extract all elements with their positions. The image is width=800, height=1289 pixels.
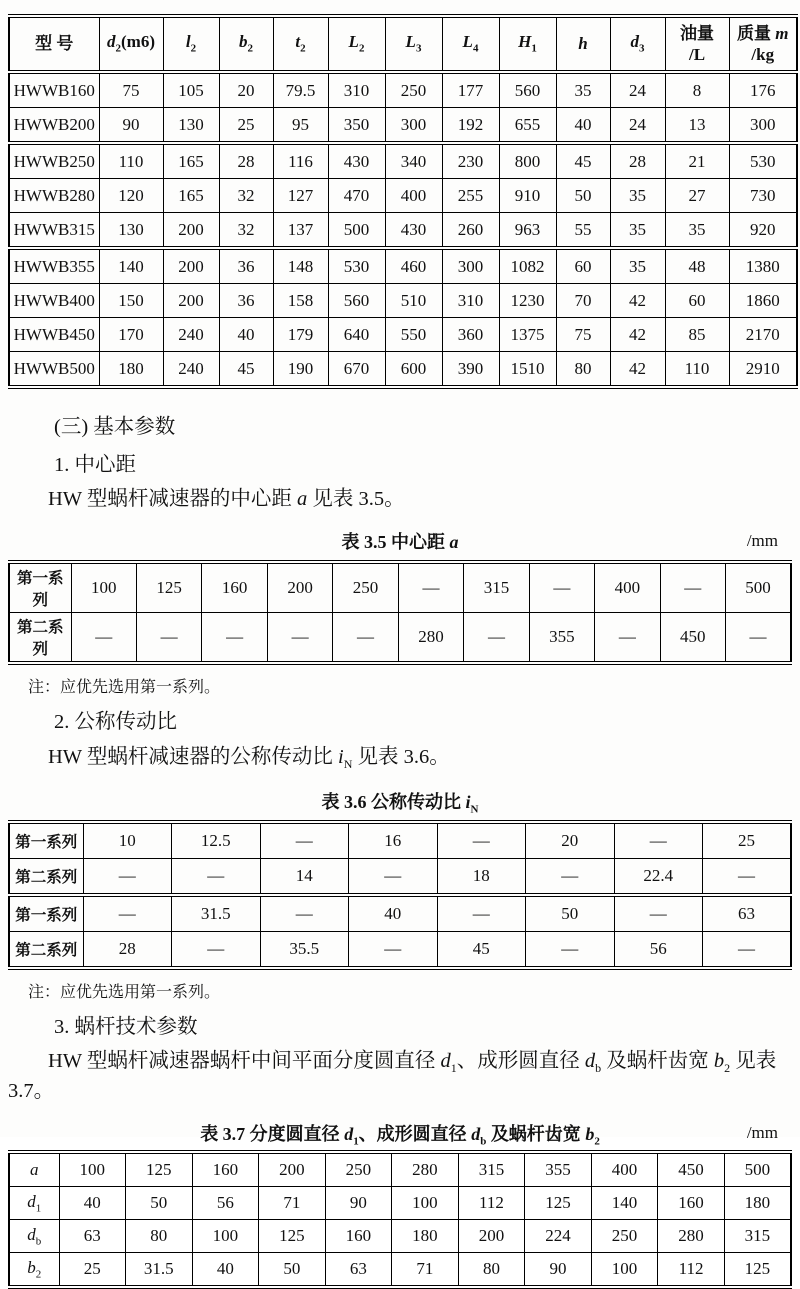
table-cell: 963: [499, 213, 556, 249]
table-cell: 36: [219, 284, 273, 318]
table-cell: 530: [729, 143, 797, 179]
table-cell: —: [437, 822, 526, 859]
table-cell: 200: [267, 562, 332, 613]
column-header: $d_3$: [610, 16, 665, 72]
subsection-1-heading: 1. 中心距: [54, 453, 136, 476]
column-header: 型 号: [9, 16, 99, 72]
table-cell: —: [71, 613, 136, 664]
column-header: 质量 m /kg: [729, 16, 797, 72]
table-cell: 315: [724, 1220, 791, 1253]
table-cell: —: [267, 613, 332, 664]
table-cell: 28: [219, 143, 273, 179]
table-cell: 224: [525, 1220, 592, 1253]
table-cell: 280: [658, 1220, 725, 1253]
table-cell: —: [526, 931, 615, 968]
subsection-2-body: HW 型蜗杆减速器的公称传动比 $i_N$ 见表 3.6。: [48, 746, 450, 772]
table-cell: 170: [99, 318, 163, 352]
table-cell: 127: [273, 179, 328, 213]
table-cell: 16: [349, 822, 438, 859]
table-cell: 180: [392, 1220, 459, 1253]
row-label: $d_1$: [9, 1187, 59, 1220]
table-cell: 177: [442, 72, 499, 108]
reducer-dimensions-table: [8, 14, 798, 389]
table-cell: —: [333, 613, 398, 664]
table-cell: 80: [126, 1220, 193, 1253]
table-cell: —: [703, 931, 792, 968]
table-cell: 85: [665, 318, 729, 352]
row-label: HWWB355: [9, 248, 99, 284]
table-3-7-caption: 表 3.7 分度圆直径 $d_1$、成形圆直径 $d_b$ 及蜗杆齿宽 $b_2$: [200, 1124, 600, 1148]
table-cell: 1380: [729, 248, 797, 284]
table-cell: 530: [328, 248, 385, 284]
table-cell: 70: [556, 284, 610, 318]
table-cell: 148: [273, 248, 328, 284]
table-cell: —: [614, 822, 703, 859]
table-cell: 1082: [499, 248, 556, 284]
section-3-heading: (三) 基本参数: [54, 416, 176, 438]
table-cell: 600: [385, 352, 442, 388]
table-cell: 500: [726, 562, 791, 613]
table-cell: 315: [458, 1152, 525, 1187]
column-header: h: [556, 16, 610, 72]
table-cell: —: [172, 931, 261, 968]
table-cell: 2910: [729, 352, 797, 388]
table-cell: 125: [126, 1152, 193, 1187]
table-cell: 350: [328, 108, 385, 144]
table-cell: 670: [328, 352, 385, 388]
table-cell: 22.4: [614, 858, 703, 895]
table-cell: —: [614, 895, 703, 932]
row-label: HWWB200: [9, 108, 99, 144]
table-cell: 45: [219, 352, 273, 388]
table-cell: 160: [192, 1152, 259, 1187]
table-cell: 130: [99, 213, 163, 249]
table-row: [9, 72, 797, 108]
table-row: [9, 143, 797, 179]
table-cell: 36: [219, 248, 273, 284]
table-row: [9, 1187, 791, 1220]
row-label: $b_2$: [9, 1253, 59, 1288]
table-cell: 160: [325, 1220, 392, 1253]
table-cell: —: [437, 895, 526, 932]
table-cell: 280: [398, 613, 463, 664]
table-cell: —: [260, 895, 349, 932]
column-header: $t_2$: [273, 16, 328, 72]
table-cell: 240: [163, 352, 219, 388]
table-3-5-caption-row: [8, 528, 792, 552]
column-header: $l_2$: [163, 16, 219, 72]
row-label: HWWB315: [9, 213, 99, 249]
table-cell: 450: [660, 613, 725, 664]
table-cell: 25: [703, 822, 792, 859]
table-cell: 165: [163, 179, 219, 213]
table-row: [9, 895, 791, 932]
table-cell: 31.5: [172, 895, 261, 932]
table-cell: 1375: [499, 318, 556, 352]
table-cell: 180: [724, 1187, 791, 1220]
table-cell: 63: [325, 1253, 392, 1288]
table-row: [9, 858, 791, 895]
table-cell: 25: [219, 108, 273, 144]
table-cell: 48: [665, 248, 729, 284]
table-cell: 20: [526, 822, 615, 859]
column-header: $H_1$: [499, 16, 556, 72]
table-row: [9, 1253, 791, 1288]
table-cell: 310: [442, 284, 499, 318]
table-cell: 12.5: [172, 822, 261, 859]
table-cell: 400: [385, 179, 442, 213]
table-cell: 32: [219, 213, 273, 249]
table-cell: 280: [392, 1152, 459, 1187]
table-cell: 200: [163, 248, 219, 284]
table-cell: —: [260, 822, 349, 859]
table-cell: 500: [724, 1152, 791, 1187]
table-row: [9, 562, 791, 613]
table-cell: 125: [259, 1220, 326, 1253]
table-cell: —: [349, 931, 438, 968]
table-cell: 310: [328, 72, 385, 108]
table-cell: 35: [556, 72, 610, 108]
table-cell: 250: [385, 72, 442, 108]
table-3-5-caption: 表 3.5 中心距 a: [341, 532, 459, 553]
table-row: [9, 108, 797, 144]
table-cell: —: [660, 562, 725, 613]
table-cell: 120: [99, 179, 163, 213]
center-distance-table: [8, 560, 792, 665]
table-cell: 2170: [729, 318, 797, 352]
table-cell: 550: [385, 318, 442, 352]
table-row: [9, 318, 797, 352]
table-cell: 42: [610, 284, 665, 318]
table-row: [9, 931, 791, 968]
column-header: $d_2(m6)$: [99, 16, 163, 72]
table-cell: 158: [273, 284, 328, 318]
table-row: [9, 1152, 791, 1187]
table-cell: 140: [99, 248, 163, 284]
row-label: HWWB400: [9, 284, 99, 318]
column-header: $L_2$: [328, 16, 385, 72]
table-3-5-unit: /mm: [746, 531, 778, 551]
table-cell: 60: [556, 248, 610, 284]
row-label: HWWB280: [9, 179, 99, 213]
row-label: HWWB250: [9, 143, 99, 179]
table-cell: 50: [526, 895, 615, 932]
table-cell: 100: [591, 1253, 658, 1288]
table-cell: 190: [273, 352, 328, 388]
table-cell: 200: [163, 213, 219, 249]
table-cell: 920: [729, 213, 797, 249]
table-cell: —: [529, 562, 594, 613]
table-row: [9, 1220, 791, 1253]
table-cell: 340: [385, 143, 442, 179]
table-cell: 56: [192, 1187, 259, 1220]
table-cell: 355: [529, 613, 594, 664]
table-cell: 430: [385, 213, 442, 249]
table-3-7-unit: /mm: [746, 1123, 778, 1143]
table-cell: 250: [325, 1152, 392, 1187]
table-cell: 45: [437, 931, 526, 968]
table-3-7-caption-row: [8, 1120, 792, 1148]
table-cell: 200: [458, 1220, 525, 1253]
table-cell: 300: [729, 108, 797, 144]
table-cell: 116: [273, 143, 328, 179]
table-cell: 40: [192, 1253, 259, 1288]
table-cell: 25: [59, 1253, 126, 1288]
table-cell: 240: [163, 318, 219, 352]
table-3-6-caption-row: [8, 788, 792, 816]
table-cell: 63: [703, 895, 792, 932]
table-row: [9, 248, 797, 284]
table-cell: 95: [273, 108, 328, 144]
row-label: HWWB160: [9, 72, 99, 108]
table-cell: 360: [442, 318, 499, 352]
table-cell: 125: [136, 562, 201, 613]
table-cell: 250: [333, 562, 398, 613]
table-cell: 200: [259, 1152, 326, 1187]
table-cell: —: [595, 613, 660, 664]
table-cell: 18: [437, 858, 526, 895]
table-cell: 90: [325, 1187, 392, 1220]
table-cell: 300: [442, 248, 499, 284]
table-cell: 71: [259, 1187, 326, 1220]
table-cell: 40: [349, 895, 438, 932]
row-label: 第一系列: [9, 895, 83, 932]
table-cell: 130: [163, 108, 219, 144]
table-cell: 140: [591, 1187, 658, 1220]
table-cell: 90: [525, 1253, 592, 1288]
table-cell: 470: [328, 179, 385, 213]
table-cell: 40: [219, 318, 273, 352]
table-cell: 500: [328, 213, 385, 249]
table-row: [9, 613, 791, 664]
table-cell: 50: [259, 1253, 326, 1288]
table-cell: 160: [658, 1187, 725, 1220]
table-cell: —: [398, 562, 463, 613]
table-3-6-caption: 表 3.6 公称传动比 $i_N$: [321, 791, 479, 816]
table-cell: 460: [385, 248, 442, 284]
row-label: 第一系列: [9, 822, 83, 859]
table-cell: 40: [59, 1187, 126, 1220]
table-cell: 24: [610, 108, 665, 144]
table-cell: 165: [163, 143, 219, 179]
table-row: [9, 284, 797, 318]
row-label: $d_b$: [9, 1220, 59, 1253]
table-cell: 400: [591, 1152, 658, 1187]
row-label: a: [9, 1152, 59, 1187]
table-cell: 655: [499, 108, 556, 144]
table-cell: 100: [392, 1187, 459, 1220]
table-cell: 50: [556, 179, 610, 213]
table-row: [9, 822, 791, 859]
subsection-3-body: HW 型蜗杆减速器蜗杆中间平面分度圆直径 $d_1$、成形圆直径 $d_b$ 及蜗杆齿宽 $b_2$ 见表 3.7。: [8, 1050, 777, 1102]
table-cell: 100: [71, 562, 136, 613]
table-cell: 137: [273, 213, 328, 249]
table-cell: 315: [464, 562, 529, 613]
table-cell: 160: [202, 562, 267, 613]
table-cell: 60: [665, 284, 729, 318]
table-cell: 71: [392, 1253, 459, 1288]
column-header: $L_3$: [385, 16, 442, 72]
column-header: $b_2$: [219, 16, 273, 72]
subsection-2-heading: 2. 公称传动比: [54, 711, 177, 734]
table-cell: 50: [126, 1187, 193, 1220]
table-cell: 42: [610, 352, 665, 388]
table-cell: 250: [591, 1220, 658, 1253]
table-cell: —: [526, 858, 615, 895]
table-cell: 560: [328, 284, 385, 318]
table-cell: 112: [658, 1253, 725, 1288]
table-cell: 400: [595, 562, 660, 613]
table-cell: 90: [99, 108, 163, 144]
row-label: 第一系列: [9, 562, 71, 613]
table-cell: 28: [83, 931, 172, 968]
table-cell: —: [136, 613, 201, 664]
table-cell: 560: [499, 72, 556, 108]
table-cell: 125: [724, 1253, 791, 1288]
table-cell: 430: [328, 143, 385, 179]
table-cell: 150: [99, 284, 163, 318]
table-cell: 75: [556, 318, 610, 352]
table-row: [9, 352, 797, 388]
row-label: 第二系列: [9, 931, 83, 968]
header-row: [9, 16, 797, 72]
table-cell: 45: [556, 143, 610, 179]
table-cell: 13: [665, 108, 729, 144]
table-cell: 40: [556, 108, 610, 144]
table-cell: 55: [556, 213, 610, 249]
table-cell: 230: [442, 143, 499, 179]
table-cell: 390: [442, 352, 499, 388]
table-cell: —: [202, 613, 267, 664]
table-cell: 1230: [499, 284, 556, 318]
row-label: HWWB450: [9, 318, 99, 352]
subsection-1-body: HW 型蜗杆减速器的中心距 a 见表 3.5。: [48, 488, 405, 511]
table-3-5-note: 注：应优先选用第一系列。: [28, 679, 221, 697]
table-cell: 32: [219, 179, 273, 213]
column-header: 油量 /L: [665, 16, 729, 72]
table-cell: 24: [610, 72, 665, 108]
table-row: [9, 213, 797, 249]
table-cell: 176: [729, 72, 797, 108]
table-cell: 35: [610, 213, 665, 249]
worm-parameters-table: [8, 1150, 792, 1289]
table-cell: 105: [163, 72, 219, 108]
table-cell: —: [464, 613, 529, 664]
table-cell: 80: [458, 1253, 525, 1288]
table-cell: 125: [525, 1187, 592, 1220]
table-cell: 355: [525, 1152, 592, 1187]
table-cell: 192: [442, 108, 499, 144]
row-label: HWWB500: [9, 352, 99, 388]
table-cell: 910: [499, 179, 556, 213]
table-cell: 79.5: [273, 72, 328, 108]
table-cell: —: [83, 858, 172, 895]
table-cell: 21: [665, 143, 729, 179]
table-cell: 35: [665, 213, 729, 249]
table-cell: 510: [385, 284, 442, 318]
table-cell: 14: [260, 858, 349, 895]
table-cell: 200: [163, 284, 219, 318]
table-cell: 35.5: [260, 931, 349, 968]
table-cell: 28: [610, 143, 665, 179]
table-cell: 31.5: [126, 1253, 193, 1288]
table-cell: —: [83, 895, 172, 932]
row-label: 第二系列: [9, 613, 71, 664]
table-cell: 1860: [729, 284, 797, 318]
table-cell: 42: [610, 318, 665, 352]
transmission-ratio-table: [8, 820, 792, 970]
table-cell: 100: [192, 1220, 259, 1253]
table-cell: 450: [658, 1152, 725, 1187]
table-cell: 80: [556, 352, 610, 388]
table-cell: 63: [59, 1220, 126, 1253]
table-cell: 260: [442, 213, 499, 249]
table-cell: 27: [665, 179, 729, 213]
table-cell: —: [703, 858, 792, 895]
table-cell: 110: [99, 143, 163, 179]
row-label: 第二系列: [9, 858, 83, 895]
table-cell: —: [349, 858, 438, 895]
table-cell: 20: [219, 72, 273, 108]
table-row: [9, 179, 797, 213]
table-cell: 180: [99, 352, 163, 388]
subsection-3-heading: 3. 蜗杆技术参数: [54, 1015, 198, 1038]
table-cell: 1510: [499, 352, 556, 388]
table-3-6-note: 注：应优先选用第一系列。: [28, 983, 221, 1001]
table-cell: 10: [83, 822, 172, 859]
table-cell: 179: [273, 318, 328, 352]
table-cell: —: [726, 613, 791, 664]
table-cell: 110: [665, 352, 729, 388]
table-cell: 300: [385, 108, 442, 144]
table-cell: 640: [328, 318, 385, 352]
table-cell: 75: [99, 72, 163, 108]
table-cell: 100: [59, 1152, 126, 1187]
table-cell: 730: [729, 179, 797, 213]
table-cell: 112: [458, 1187, 525, 1220]
column-header: $L_4$: [442, 16, 499, 72]
table-cell: 56: [614, 931, 703, 968]
table-cell: —: [172, 858, 261, 895]
table-cell: 255: [442, 179, 499, 213]
table-cell: 8: [665, 72, 729, 108]
table-cell: 800: [499, 143, 556, 179]
table-cell: 35: [610, 248, 665, 284]
table-cell: 35: [610, 179, 665, 213]
